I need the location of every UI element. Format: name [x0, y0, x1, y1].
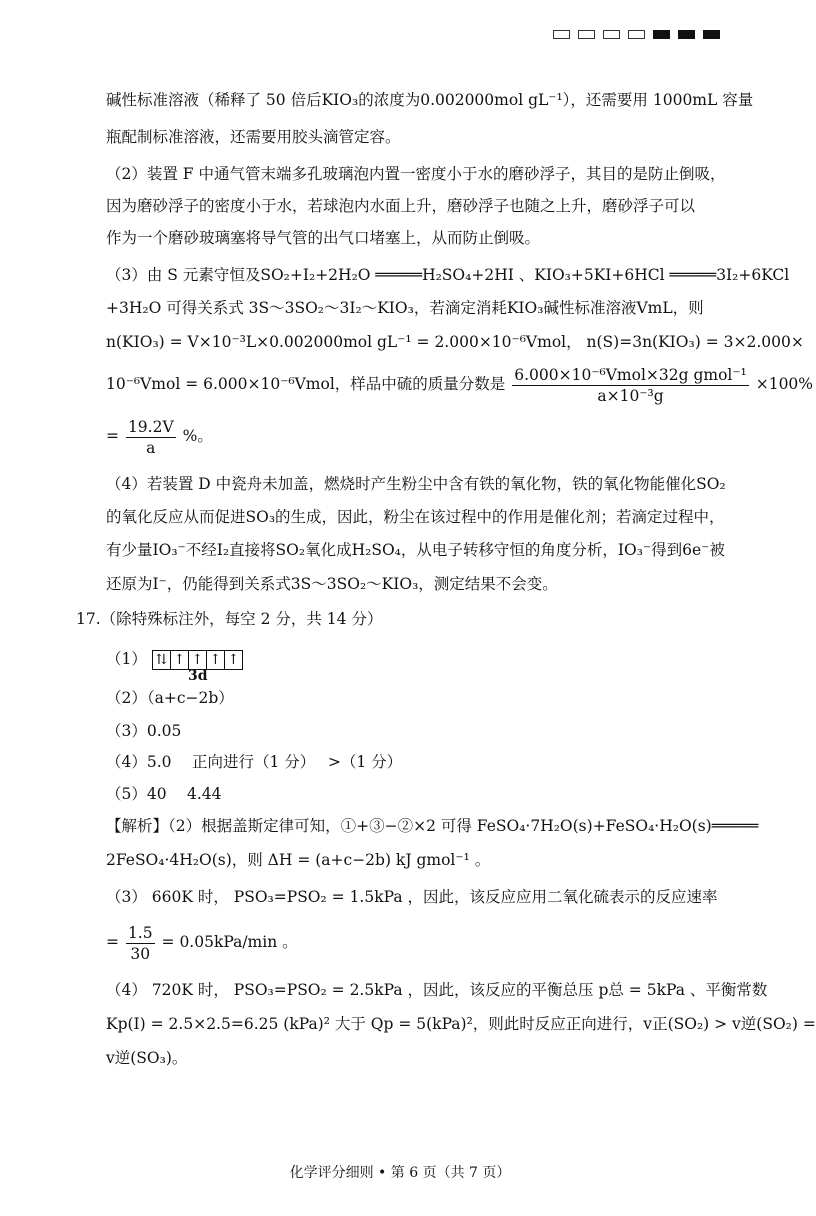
- text-segment: ×100%: [755, 375, 814, 393]
- question-17-heading: 17.（除特殊标注外，每空 2 分，共 14 分）: [76, 610, 383, 628]
- header-progress-boxes: [553, 30, 720, 39]
- orbital-box: ↑: [227, 652, 240, 668]
- text-line: 作为一个磨砂玻璃塞将导气管的出气口堵塞上，从而防止倒吸。: [106, 229, 541, 247]
- fraction-numerator: 6.000×10⁻⁶Vmol×32g gmol⁻¹: [514, 365, 747, 384]
- explanation-line: 2FeSO₄·4H₂O(s)，则 ΔH = (a+c−2b) kJ gmol⁻¹ 。: [106, 851, 491, 869]
- fraction: [126, 923, 155, 964]
- answer-label: （1）: [106, 650, 147, 668]
- text-line: n(KIO₃) = V×10⁻³L×0.002000mol gL⁻¹ = 2.000×10⁻⁶Vmol， n(S)=3n(KIO₃) = 3×2.000×: [106, 333, 804, 351]
- text-line: 瓶配制标准溶液，还需要用胶头滴管定容。: [106, 128, 401, 146]
- explanation-line: （3） 660K 时， PSO₃=PSO₂ = 1.5kPa ，因此，该反应应用二氧化硫表示的反应速率: [106, 888, 718, 906]
- text-segment: =: [106, 933, 119, 951]
- text-line: 的氧化反应从而促进SO₃的生成，因此，粉尘在该过程中的作用是催化剂；若滴定过程中，: [106, 508, 725, 526]
- header-box: [578, 30, 595, 39]
- fraction-numerator: 1.5: [127, 923, 153, 942]
- orbital-box: ↑: [189, 651, 207, 669]
- answer-3: （3）0.05: [106, 722, 182, 740]
- fraction: [512, 365, 749, 406]
- text-line: 有少量IO₃⁻不经I₂直接将SO₂氧化成H₂SO₄，从电子转移守恒的角度分析，IO₃⁻得到6e⁻被: [106, 541, 725, 559]
- text-segment: %。: [182, 427, 213, 445]
- text-line: +3H₂O 可得关系式 3S～3SO₂～3I₂～KIO₃，若滴定消耗KIO₃碱性标准溶液VmL，则: [106, 299, 704, 317]
- fraction-denominator: 30: [130, 944, 151, 963]
- text-line: 因为磨砂浮子的密度小于水，若球泡内水面上升，磨砂浮子也随之上升，磨砂浮子可以: [106, 197, 696, 215]
- fraction-numerator: 19.2V: [127, 417, 174, 436]
- text-line: （3）由 S 元素守恒及SO₂+I₂+2H₂O ═════H₂SO₄+2HI 、KIO₃+5KI+6HCl ═════3I₂+6KCl: [106, 266, 790, 284]
- explanation-line: Kp(Ⅰ) = 2.5×2.5=6.25 (kPa)² 大于 Qp = 5(kPa)²，则此时反应正向进行，v正(SO₂) > v逆(SO₂) =: [106, 1015, 816, 1033]
- text-line: 还原为I⁻，仍能得到关系式3S～3SO₂～KIO₃，测定结果不会变。: [106, 575, 558, 593]
- rate-line: [106, 920, 726, 964]
- explanation-line: 【解析】（2）根据盖斯定律可知，①+③−②×2 可得 FeSO₄·7H₂O(s)+FeSO₄·H₂O(s)═════: [106, 817, 759, 835]
- answer-5: （5）40 4.44: [106, 785, 222, 803]
- answer-2: （2）（a+c−2b）: [106, 689, 234, 707]
- mass-fraction-line: [106, 362, 814, 406]
- orbital-box: ↑: [207, 651, 225, 669]
- text-segment: = 0.05kPa/min 。: [161, 933, 298, 951]
- text-line: （4）若装置 D 中瓷舟未加盖，燃烧时产生粉尘中含有铁的氧化物，铁的氧化物能催化SO₂: [106, 475, 726, 493]
- header-box-filled: [703, 30, 720, 39]
- orbital-box: ⇅: [153, 651, 171, 669]
- fraction-denominator: a×10⁻³g: [597, 386, 664, 405]
- header-box: [603, 30, 620, 39]
- text-line: 碱性标准溶液（稀释了 50 倍后KIO₃的浓度为0.002000mol gL⁻¹），还需要用 1000mL 容量: [106, 91, 754, 109]
- text-line: （2）装置 F 中通气管末端多孔玻璃泡内置一密度小于水的磨砂浮子，其目的是防止倒吸，: [106, 165, 726, 183]
- orbital-box: ↑: [171, 651, 189, 669]
- header-box-filled: [678, 30, 695, 39]
- page-footer: 化学评分细则 • 第 6 页（共 7 页）: [289, 1165, 511, 1181]
- text-segment: =: [106, 427, 119, 445]
- header-box: [628, 30, 645, 39]
- explanation-line: v逆(SO₃)。: [106, 1049, 188, 1067]
- result-line: [106, 414, 726, 458]
- fraction-denominator: a: [146, 438, 156, 457]
- text-segment: 10⁻⁶Vmol = 6.000×10⁻⁶Vmol，样品中硫的质量分数是: [106, 375, 506, 393]
- explanation-line: （4） 720K 时， PSO₃=PSO₂ = 2.5kPa ，因此，该反应的平衡总压 p总 = 5kPa 、平衡常数: [106, 981, 768, 999]
- orbital-label: 3d: [188, 668, 208, 684]
- answer-4: （4）5.0 正向进行（1 分） >（1 分）: [106, 753, 403, 771]
- header-box: [553, 30, 570, 39]
- header-box-filled: [653, 30, 670, 39]
- fraction: [126, 417, 176, 458]
